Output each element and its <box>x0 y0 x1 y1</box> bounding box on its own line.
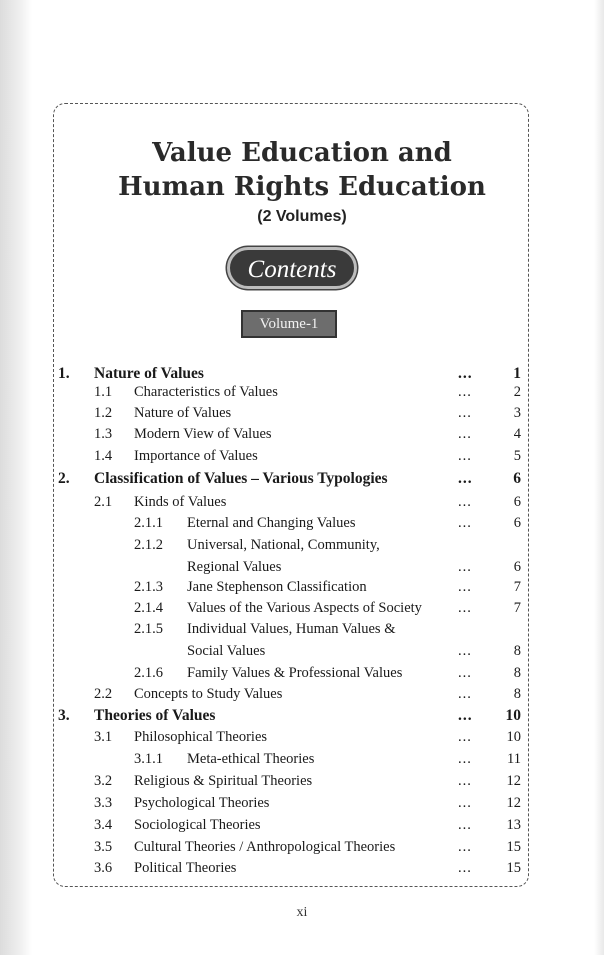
toc-entry-num: 2.2 <box>94 686 113 702</box>
toc-entry-page: 8 <box>513 643 521 659</box>
toc-entry-num: 2.1.5 <box>134 621 163 637</box>
toc-entry-dots: ... <box>458 448 472 464</box>
toc-entry-label: Family Values & Professional Values <box>187 665 403 681</box>
toc-entry-page: 6 <box>513 470 521 487</box>
toc-entry-dots: ... <box>458 643 472 659</box>
toc-entry-num: 1.3 <box>94 426 113 442</box>
toc-entry-page: 11 <box>507 751 521 767</box>
toc-entry-label: Meta-ethical Theories <box>187 751 315 767</box>
toc-entry <box>0 686 604 706</box>
toc-entry-dots: ... <box>458 795 472 811</box>
toc-entry-page: 2 <box>513 384 521 400</box>
toc-entry <box>0 579 604 599</box>
toc-entry-dots: ... <box>458 817 472 833</box>
toc-entry-dots: ... <box>458 729 472 745</box>
toc-entry <box>0 600 604 620</box>
toc-entry-num: 2.1 <box>94 494 113 510</box>
toc-entry-dots: ... <box>458 559 472 575</box>
toc-entry-label: Classification of Values – Various Typologies <box>94 470 388 487</box>
toc-entry-dots: ... <box>458 579 472 595</box>
toc-entry-label: Jane Stephenson Classification <box>187 579 367 595</box>
toc-entry-num: 2.1.2 <box>134 537 163 553</box>
toc-entry-label: Political Theories <box>134 860 237 876</box>
toc-entry-label: Social Values <box>187 643 266 659</box>
toc-entry-dots: ... <box>458 839 472 855</box>
toc-entry <box>0 860 604 880</box>
toc-entry-num: 2.1.3 <box>134 579 163 595</box>
toc-entry <box>0 643 604 663</box>
volume-label-badge: Volume-1 <box>241 310 337 338</box>
toc-entry-num: 1.4 <box>94 448 113 464</box>
toc-entry-num: 3.4 <box>94 817 113 833</box>
toc-entry-num: 2.1.4 <box>134 600 163 616</box>
toc-entry-label: Regional Values <box>187 559 282 575</box>
toc-entry-label: Universal, National, Community, <box>187 537 380 553</box>
toc-entry <box>0 515 604 535</box>
toc-entry-label: Philosophical Theories <box>134 729 268 745</box>
toc-entry-page: 6 <box>513 494 521 510</box>
toc-entry <box>0 494 604 514</box>
toc-entry-page: 10 <box>505 707 521 724</box>
toc-entry-page: 12 <box>506 795 521 811</box>
toc-chapter-entry <box>0 365 604 385</box>
toc-entry-dots: ... <box>458 860 472 876</box>
toc-entry <box>0 405 604 425</box>
toc-entry-num: 1. <box>58 365 70 382</box>
toc-entry-num: 3.1 <box>94 729 113 745</box>
toc-entry-label: Concepts to Study Values <box>134 686 283 702</box>
toc-entry-num: 1.1 <box>94 384 113 400</box>
toc-entry-label: Values of the Various Aspects of Society <box>187 600 422 616</box>
toc-entry-num: 2.1.1 <box>134 515 163 531</box>
toc-entry-dots: ... <box>458 515 472 531</box>
toc-entry-page: 7 <box>513 600 521 616</box>
toc-entry <box>0 795 604 815</box>
toc-entry-dots: ... <box>458 707 473 724</box>
toc-entry-dots: ... <box>458 686 472 702</box>
toc-entry-label: Psychological Theories <box>134 795 270 811</box>
toc-entry-label: Individual Values, Human Values & <box>187 621 396 637</box>
toc-entry-page: 8 <box>513 686 521 702</box>
toc-entry-page: 3 <box>513 405 521 421</box>
toc-entry-label: Nature of Values <box>94 365 204 382</box>
toc-entry-dots: ... <box>458 494 472 510</box>
toc-entry-page: 10 <box>506 729 521 745</box>
toc-entry-dots: ... <box>458 665 472 681</box>
toc-entry-num: 1.2 <box>94 405 113 421</box>
toc-entry-label: Modern View of Values <box>134 426 272 442</box>
toc-entry-page: 4 <box>513 426 521 442</box>
toc-entry <box>0 559 604 579</box>
toc-chapter-entry <box>0 470 604 490</box>
toc-entry-label: Sociological Theories <box>134 817 261 833</box>
toc-entry-dots: ... <box>458 405 472 421</box>
toc-entry-label: Cultural Theories / Anthropological Theories <box>134 839 396 855</box>
toc-entry <box>0 839 604 859</box>
toc-entry <box>0 426 604 446</box>
toc-entry <box>0 817 604 837</box>
toc-entry-page: 5 <box>513 448 521 464</box>
toc-entry <box>0 665 604 685</box>
toc-entry-page: 15 <box>506 839 521 855</box>
toc-entry-label: Characteristics of Values <box>134 384 278 400</box>
book-title-line-1: Value Education and <box>152 138 452 168</box>
toc-entry-num: 3.2 <box>94 773 113 789</box>
toc-entry-label: Theories of Values <box>94 707 216 724</box>
toc-entry-dots: ... <box>458 365 473 382</box>
toc-entry-label: Kinds of Values <box>134 494 227 510</box>
toc-entry-page: 1 <box>513 365 521 382</box>
toc-chapter-entry <box>0 707 604 727</box>
toc-entry-page: 13 <box>506 817 521 833</box>
toc-entry-dots: ... <box>458 751 472 767</box>
toc-entry-num: 3.3 <box>94 795 113 811</box>
toc-entry-dots: ... <box>458 426 472 442</box>
toc-entry-dots: ... <box>458 384 472 400</box>
toc-entry-num: 2. <box>58 470 70 487</box>
toc-entry-dots: ... <box>458 773 472 789</box>
book-subtitle: (2 Volumes) <box>257 208 347 225</box>
toc-entry <box>0 729 604 749</box>
toc-entry-num: 3.5 <box>94 839 113 855</box>
contents-heading-badge: Contents <box>227 247 357 289</box>
toc-entry-num: 3. <box>58 707 70 724</box>
toc-entry <box>0 384 604 404</box>
book-title-line-2: Human Rights Education <box>118 172 486 202</box>
toc-entry-dots: ... <box>458 470 473 487</box>
toc-entry-dots: ... <box>458 600 472 616</box>
toc-entry-num: 3.1.1 <box>134 751 163 767</box>
toc-entry-page: 12 <box>506 773 521 789</box>
toc-entry <box>0 448 604 468</box>
toc-entry <box>0 773 604 793</box>
toc-entry <box>0 537 604 557</box>
toc-entry-page: 8 <box>513 665 521 681</box>
toc-entry-label: Religious & Spiritual Theories <box>134 773 313 789</box>
page-number: xi <box>296 905 308 920</box>
toc-entry-num: 2.1.6 <box>134 665 163 681</box>
toc-entry-label: Importance of Values <box>134 448 258 464</box>
toc-entry-page: 7 <box>513 579 521 595</box>
toc-entry <box>0 751 604 771</box>
toc-entry <box>0 621 604 641</box>
toc-entry-page: 6 <box>513 515 521 531</box>
toc-entry-num: 3.6 <box>94 860 113 876</box>
toc-entry-label: Eternal and Changing Values <box>187 515 356 531</box>
toc-entry-page: 15 <box>506 860 521 876</box>
toc-entry-page: 6 <box>513 559 521 575</box>
toc-entry-label: Nature of Values <box>134 405 232 421</box>
